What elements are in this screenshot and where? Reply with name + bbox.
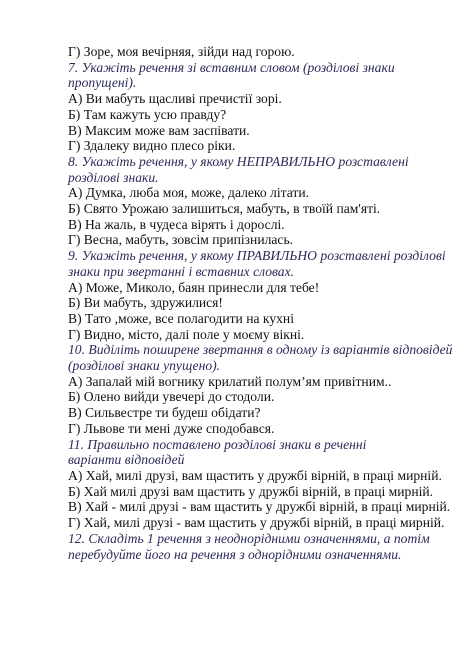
answer-option: В) Максим може вам заспівати. xyxy=(68,122,250,138)
question-line: 8. Укажіть речення, у якому НЕПРАВИЛЬНО розставлені xyxy=(68,153,409,169)
answer-option: А) Думка, люба моя, може, далеко літати. xyxy=(68,185,310,201)
text-line: Г) Зоре, моя вечірняя, зійди над горою. xyxy=(68,44,295,59)
question-line: 10. Виділіть поширене звертання в одному із варіантів відповідей xyxy=(68,342,453,358)
answer-option: Г) Львове ти мені дуже сподобався. xyxy=(68,420,275,436)
answer-option: Б) Свято Урожаю залишиться, мабуть, в твоїй пам'яті. xyxy=(68,201,381,217)
answer-option: Б) Там кажуть усю правду? xyxy=(68,106,227,122)
answer-option: А) Ви мабуть щасливі пречистії зорі. xyxy=(68,91,282,107)
question-line: знаки при звертанні і вставних словах. xyxy=(68,263,295,279)
question-line: варіанти відповідей xyxy=(68,452,185,468)
answer-option: Г) Весна, мабуть, зовсім припізнилась. xyxy=(68,232,294,248)
answer-option: Г) Хай, милі друзі - вам щастить у дружбі вірній, в праці мирній. xyxy=(68,515,445,531)
answer-option: А) Може, Миколо, баян принесли для тебе! xyxy=(68,279,320,295)
question-line: пропущені). xyxy=(68,75,137,91)
question-line: 9. Укажіть речення, у якому ПРАВИЛЬНО розставлені розділові xyxy=(68,248,446,264)
answer-option: В) Тато ,може, все полагодити на кухні xyxy=(68,310,294,326)
question-line: 7. Укажіть речення зі вставним словом (розділові знаки xyxy=(68,59,395,75)
question-line: розділові знаки. xyxy=(68,169,159,185)
answer-option: Г) Видно, місто, далі поле у моєму вікні. xyxy=(68,326,305,342)
answer-option: А) Запалай мій вогнику крилатий полум’ям привітним.. xyxy=(68,373,392,389)
question-line: (розділові знаки упущено). xyxy=(68,358,221,374)
answer-option: Г) Здалеку видно плесо ріки. xyxy=(68,138,236,154)
question-line: 12. Складіть 1 речення з неоднорідними означеннями, а потім xyxy=(68,530,430,546)
answer-option: В) Хай - милі друзі - вам щастить у дружбі вірній, в праці мирній. xyxy=(68,499,451,515)
answer-option: В) Сильвестре ти будеш обідати? xyxy=(68,405,261,421)
answer-option: Б) Олено вийди увечері до стодоли. xyxy=(68,389,275,405)
answer-option: Б) Хай милі друзі вам щастить у дружбі вірній, в праці мирній. xyxy=(68,483,434,499)
answer-option: А) Хай, милі друзі, вам щастить у дружбі вірній, в праці мирній. xyxy=(68,467,442,483)
question-line: 11. Правильно поставлено розділові знаки в реченні xyxy=(68,436,367,452)
document-page xyxy=(68,44,453,562)
answer-option: Б) Ви мабуть, здружилися! xyxy=(68,295,223,311)
answer-option: В) На жаль, в чудеса вірять і дорослі. xyxy=(68,216,285,232)
question-line: перебудуйте його на речення з однорідними означеннями. xyxy=(68,546,402,562)
